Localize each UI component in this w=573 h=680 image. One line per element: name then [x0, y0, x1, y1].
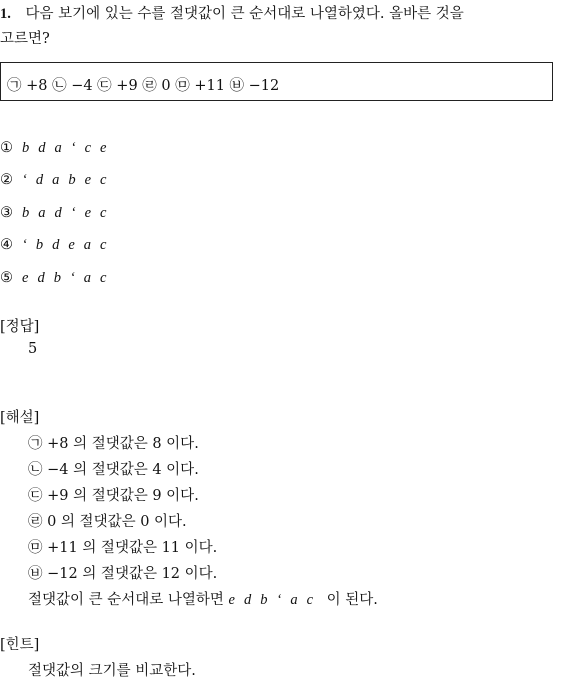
explanation-line: ㉣ 0 의 절댓값은 0 이다.: [28, 514, 187, 530]
sequence-token: d: [54, 205, 62, 221]
question-number: 1.: [0, 6, 11, 22]
option-number: ③: [0, 205, 13, 221]
sequence-token: a: [52, 172, 60, 188]
sequence-token: ‘: [276, 592, 282, 608]
sequence-token: c: [100, 205, 107, 221]
conclusion-sequence: [229, 592, 322, 608]
sequence-token: e: [84, 172, 92, 188]
choices-box-text: ㉠ +8 ㉡ −4 ㉢ +9 ㉣ 0 ㉤ +11 ㉥ −12: [7, 78, 280, 94]
sequence-token: e: [100, 140, 107, 156]
hint-text: 절댓값의 크기를 비교한다.: [28, 663, 196, 679]
sequence-token: c: [100, 270, 107, 286]
option-4: [0, 237, 115, 254]
explanation-line: ㉥ −12 의 절댓값은 12 이다.: [28, 566, 218, 582]
option-number: ②: [0, 172, 13, 188]
explanation-line: ㉠ +8 의 절댓값은 8 이다.: [28, 436, 199, 452]
question-text: 다음 보기에 있는 수를 절댓값이 큰 순서대로 나열하였다. 올바른 것을: [25, 6, 464, 22]
conclusion-prefix: 절댓값이 큰 순서대로 나열하면: [28, 592, 224, 608]
sequence-token: e: [68, 237, 75, 253]
sequence-token: ‘: [70, 140, 76, 156]
conclusion-suffix: 이 된다.: [326, 592, 378, 608]
explanation-line: ㉢ +9 의 절댓값은 9 이다.: [28, 488, 199, 504]
sequence-token: d: [243, 592, 252, 608]
sequence-token: ‘: [69, 270, 75, 286]
sequence-token: b: [260, 592, 268, 608]
sequence-token: c: [306, 592, 313, 608]
sequence-token: e: [22, 270, 29, 286]
sequence-token: ‘: [22, 172, 27, 188]
sequence-token: a: [83, 270, 92, 286]
choices-box: [0, 62, 553, 101]
sequence-token: a: [83, 237, 92, 253]
sequence-token: a: [54, 140, 62, 156]
option-sequence: [22, 237, 115, 253]
sequence-token: b: [53, 270, 61, 286]
sequence-token: ‘: [70, 205, 76, 221]
option-3: [0, 205, 115, 222]
answer-header: [정답]: [0, 319, 40, 335]
option-sequence: [22, 140, 115, 156]
question-line-1: [0, 2, 464, 23]
sequence-token: e: [228, 592, 235, 608]
answer-value: 5: [28, 341, 38, 357]
option-number: ⑤: [0, 270, 13, 286]
option-number: ④: [0, 237, 13, 253]
option-1: [0, 140, 115, 157]
sequence-token: d: [52, 237, 60, 253]
sequence-token: a: [38, 205, 46, 221]
explanation-line: ㉡ −4 의 절댓값은 4 이다.: [28, 462, 199, 478]
sequence-token: b: [22, 205, 30, 221]
option-sequence: [22, 270, 115, 286]
explanation-header: [해설]: [0, 410, 40, 426]
explanation-line: ㉤ +11 의 절댓값은 11 이다.: [28, 540, 218, 556]
sequence-token: a: [290, 592, 298, 608]
option-number: ①: [0, 140, 13, 156]
sequence-token: b: [22, 140, 30, 156]
option-sequence: [22, 205, 115, 221]
sequence-token: d: [38, 140, 46, 156]
option-2: [0, 172, 115, 189]
explanation-conclusion: [28, 588, 378, 609]
hint-header: [힌트]: [0, 637, 40, 653]
sequence-token: b: [68, 172, 76, 188]
option-sequence: [22, 172, 115, 188]
sequence-token: d: [37, 270, 45, 286]
sequence-token: ‘: [22, 237, 27, 253]
sequence-token: c: [100, 172, 107, 188]
sequence-token: d: [35, 172, 44, 188]
sequence-token: b: [35, 237, 44, 253]
question-line-2: 고르면?: [0, 31, 50, 47]
sequence-token: c: [100, 237, 107, 253]
sequence-token: e: [84, 205, 92, 221]
sequence-token: c: [84, 140, 92, 156]
option-5: [0, 270, 115, 287]
